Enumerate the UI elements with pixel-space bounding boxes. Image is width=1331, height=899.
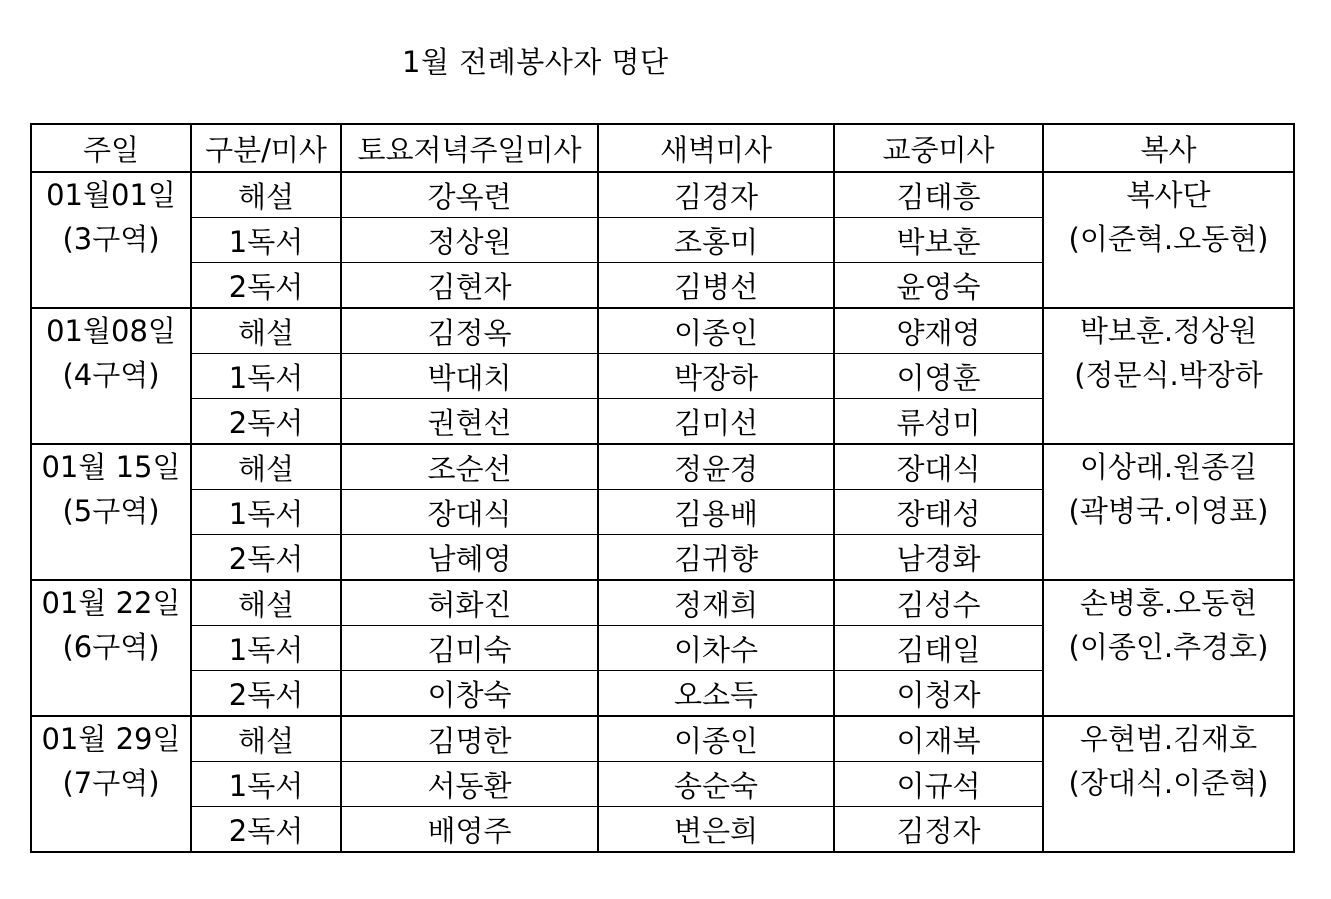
saturday-volunteer-cell: 남혜영 <box>341 535 598 581</box>
altar-server-line: (정문식.박장하 <box>1074 358 1263 392</box>
week-date-cell <box>31 308 191 444</box>
role-cell: 2독서 <box>191 807 341 853</box>
dawn-volunteer-cell: 이종인 <box>598 308 834 354</box>
role-cell: 2독서 <box>191 399 341 445</box>
altar-server-line: 손병홍.오동현 <box>1079 586 1258 620</box>
role-cell: 2독서 <box>191 671 341 717</box>
saturday-volunteer-cell: 박대치 <box>341 354 598 399</box>
altar-server-cell <box>1043 308 1294 444</box>
saturday-volunteer-cell: 서동환 <box>341 762 598 807</box>
header-dawn-mass: 새벽미사 <box>598 124 834 172</box>
week-date: 01월 29일 <box>41 722 181 756</box>
dawn-volunteer-cell: 박장하 <box>598 354 834 399</box>
dawn-volunteer-cell: 김미선 <box>598 399 834 445</box>
dawn-volunteer-cell: 이종인 <box>598 716 834 762</box>
parish-volunteer-cell: 김정자 <box>834 807 1043 853</box>
saturday-volunteer-cell: 허화진 <box>341 580 598 626</box>
altar-server-line: (이준혁.오동현) <box>1068 222 1269 256</box>
week-date: 01월01일 <box>46 178 176 212</box>
role-cell: 1독서 <box>191 490 341 535</box>
role-cell: 1독서 <box>191 626 341 671</box>
dawn-volunteer-cell: 김용배 <box>598 490 834 535</box>
week-district: (7구역) <box>62 766 160 800</box>
dawn-volunteer-cell: 변은희 <box>598 807 834 853</box>
dawn-volunteer-cell: 김병선 <box>598 263 834 309</box>
week-date: 01월08일 <box>46 314 176 348</box>
header-parish-mass: 교중미사 <box>834 124 1043 172</box>
week-date-cell <box>31 580 191 716</box>
role-cell: 2독서 <box>191 535 341 581</box>
role-cell: 1독서 <box>191 218 341 263</box>
document-title: 1월 전례봉사자 명단 <box>402 45 669 79</box>
dawn-volunteer-cell: 조홍미 <box>598 218 834 263</box>
role-cell: 해설 <box>191 172 341 218</box>
week-date: 01월 15일 <box>41 450 181 484</box>
altar-server-cell <box>1043 580 1294 716</box>
table-row <box>31 444 1294 490</box>
saturday-volunteer-cell: 김정옥 <box>341 308 598 354</box>
saturday-volunteer-cell: 장대식 <box>341 490 598 535</box>
week-district: (6구역) <box>62 630 160 664</box>
week-date-cell <box>31 716 191 852</box>
parish-volunteer-cell: 김성수 <box>834 580 1043 626</box>
parish-volunteer-cell: 남경화 <box>834 535 1043 581</box>
header-role-mass: 구분/미사 <box>191 124 341 172</box>
altar-server-line: (장대식.이준혁) <box>1068 766 1269 800</box>
parish-volunteer-cell: 양재영 <box>834 308 1043 354</box>
altar-server-line: 복사단 <box>1126 178 1211 212</box>
parish-volunteer-cell: 이규석 <box>834 762 1043 807</box>
role-cell: 1독서 <box>191 762 341 807</box>
dawn-volunteer-cell: 오소득 <box>598 671 834 717</box>
dawn-volunteer-cell: 김귀향 <box>598 535 834 581</box>
week-date-cell <box>31 172 191 308</box>
week-date: 01월 22일 <box>41 586 181 620</box>
parish-volunteer-cell: 장대식 <box>834 444 1043 490</box>
parish-volunteer-cell: 류성미 <box>834 399 1043 445</box>
role-cell: 해설 <box>191 580 341 626</box>
table-row <box>31 716 1294 762</box>
role-cell: 해설 <box>191 308 341 354</box>
header-altar-servers: 복사 <box>1043 124 1294 172</box>
dawn-volunteer-cell: 김경자 <box>598 172 834 218</box>
saturday-volunteer-cell: 김명한 <box>341 716 598 762</box>
altar-server-cell <box>1043 172 1294 308</box>
dawn-volunteer-cell: 정윤경 <box>598 444 834 490</box>
saturday-volunteer-cell: 배영주 <box>341 807 598 853</box>
header-saturday-evening-mass: 토요저녁주일미사 <box>341 124 598 172</box>
table-row <box>31 308 1294 354</box>
saturday-volunteer-cell: 정상원 <box>341 218 598 263</box>
week-date-cell <box>31 444 191 580</box>
header-sunday: 주일 <box>31 124 191 172</box>
altar-server-line: 이상래.원종길 <box>1079 450 1258 484</box>
parish-volunteer-cell: 장태성 <box>834 490 1043 535</box>
saturday-volunteer-cell: 김현자 <box>341 263 598 309</box>
dawn-volunteer-cell: 정재희 <box>598 580 834 626</box>
altar-server-line: 박보훈.정상원 <box>1079 314 1258 348</box>
role-cell: 1독서 <box>191 354 341 399</box>
dawn-volunteer-cell: 이차수 <box>598 626 834 671</box>
week-district: (4구역) <box>62 358 160 392</box>
parish-volunteer-cell: 박보훈 <box>834 218 1043 263</box>
table-row <box>31 580 1294 626</box>
saturday-volunteer-cell: 조순선 <box>341 444 598 490</box>
role-cell: 해설 <box>191 444 341 490</box>
parish-volunteer-cell: 김태흥 <box>834 172 1043 218</box>
volunteer-roster-table <box>30 123 1295 853</box>
parish-volunteer-cell: 이영훈 <box>834 354 1043 399</box>
table-row <box>31 172 1294 218</box>
altar-server-line: 우현범.김재호 <box>1079 722 1258 756</box>
parish-volunteer-cell: 이청자 <box>834 671 1043 717</box>
parish-volunteer-cell: 윤영숙 <box>834 263 1043 309</box>
header-row <box>31 124 1294 172</box>
dawn-volunteer-cell: 송순숙 <box>598 762 834 807</box>
altar-server-line: (곽병국.이영표) <box>1068 494 1269 528</box>
saturday-volunteer-cell: 권현선 <box>341 399 598 445</box>
altar-server-line: (이종인.추경호) <box>1068 630 1269 664</box>
altar-server-cell <box>1043 716 1294 852</box>
saturday-volunteer-cell: 김미숙 <box>341 626 598 671</box>
week-district: (5구역) <box>62 494 160 528</box>
parish-volunteer-cell: 이재복 <box>834 716 1043 762</box>
role-cell: 2독서 <box>191 263 341 309</box>
week-district: (3구역) <box>62 222 160 256</box>
saturday-volunteer-cell: 강옥련 <box>341 172 598 218</box>
saturday-volunteer-cell: 이창숙 <box>341 671 598 717</box>
role-cell: 해설 <box>191 716 341 762</box>
parish-volunteer-cell: 김태일 <box>834 626 1043 671</box>
altar-server-cell <box>1043 444 1294 580</box>
